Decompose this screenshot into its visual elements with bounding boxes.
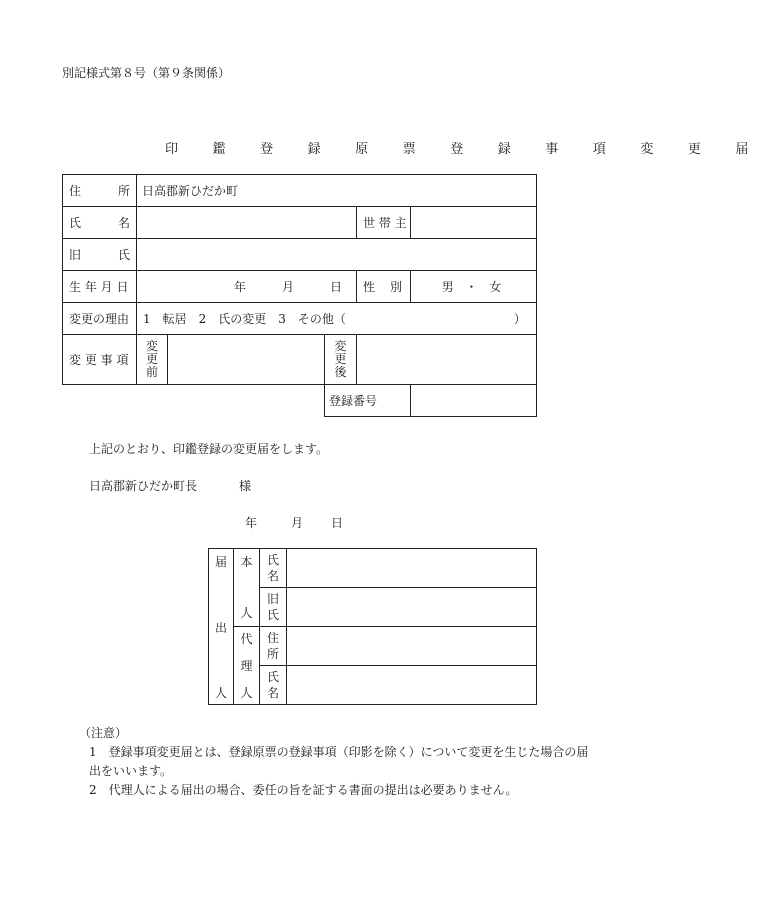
submission-date-line	[245, 514, 343, 531]
notifier-label: 届 出 人	[209, 549, 234, 705]
former-name-row	[63, 239, 537, 271]
sex-label: 性 別	[357, 271, 411, 303]
addressee-suffix: 様	[239, 479, 252, 493]
agent-address-field[interactable]	[287, 627, 537, 666]
address-field[interactable]: 日高郡新ひだか町	[137, 175, 537, 207]
change-item-label: 変 更 事 項	[63, 335, 137, 385]
registration-number-label: 登録番号	[325, 385, 411, 417]
addressee-name: 日高郡新ひだか町長	[89, 479, 198, 493]
form-title: 印 鑑 登 録 原 票 登 録 事 項 変 更 届	[165, 142, 764, 157]
reason-row	[63, 303, 537, 335]
head-of-household-label: 世 帯 主	[357, 207, 411, 239]
agent-name-field[interactable]	[287, 666, 537, 705]
birthdate-label: 生 年 月 日	[63, 271, 137, 303]
reason-options[interactable]: 1 転居 2 氏の変更 3 その他（ ）	[137, 303, 537, 335]
self-name-field[interactable]	[287, 549, 537, 588]
agent-name-label: 氏 名	[260, 666, 287, 705]
change-item-row	[63, 335, 537, 385]
birthdate-row	[63, 271, 537, 303]
birthdate-field[interactable]	[137, 271, 357, 303]
date-month: 月	[291, 516, 304, 530]
year-unit: 年	[233, 280, 246, 294]
note-1: 1 登録事項変更届とは、登録原票の登録事項（印影を除く）について変更を生じた場合の届出をいいます。	[89, 745, 589, 778]
day-unit: 日	[329, 280, 342, 294]
before-change-field[interactable]	[168, 335, 325, 385]
after-change-label: 変 更 後	[325, 335, 357, 385]
month-unit: 月	[281, 280, 294, 294]
note-2: 2 代理人による届出の場合、委任の旨を証する書面の提出は必要ありません。	[89, 783, 518, 797]
agent-label: 代 理 人	[234, 627, 260, 705]
address-label: 住 所	[63, 175, 137, 207]
date-year: 年	[245, 516, 258, 530]
agent-address-label: 住 所	[260, 627, 287, 666]
sex-options[interactable]: 男 ・ 女	[411, 271, 537, 303]
self-former-name-label: 旧 氏	[260, 588, 287, 627]
name-field[interactable]	[137, 207, 357, 239]
addressee-line	[89, 477, 252, 494]
registration-number-row	[63, 385, 537, 417]
before-change-label: 変 更 前	[137, 335, 168, 385]
notes-heading: （注意）	[79, 726, 128, 740]
self-name-label: 氏 名	[260, 549, 287, 588]
after-change-field[interactable]	[357, 335, 537, 385]
date-day: 日	[331, 516, 344, 530]
former-name-field[interactable]	[137, 239, 537, 271]
name-label: 氏 名	[63, 207, 137, 239]
self-label: 本 人	[234, 549, 260, 627]
registration-change-table	[62, 174, 537, 417]
former-name-label: 旧 氏	[63, 239, 137, 271]
self-former-name-field[interactable]	[287, 588, 537, 627]
name-row	[63, 207, 537, 239]
registration-number-field[interactable]	[411, 385, 537, 417]
statement-text: 上記のとおり、印鑑登録の変更届をします。	[89, 442, 329, 456]
head-of-household-field[interactable]	[411, 207, 537, 239]
form-number: 別記様式第８号（第９条関係）	[62, 66, 231, 80]
reason-label: 変更の理由	[63, 303, 137, 335]
applicant-table	[208, 548, 537, 705]
address-row	[63, 175, 537, 207]
